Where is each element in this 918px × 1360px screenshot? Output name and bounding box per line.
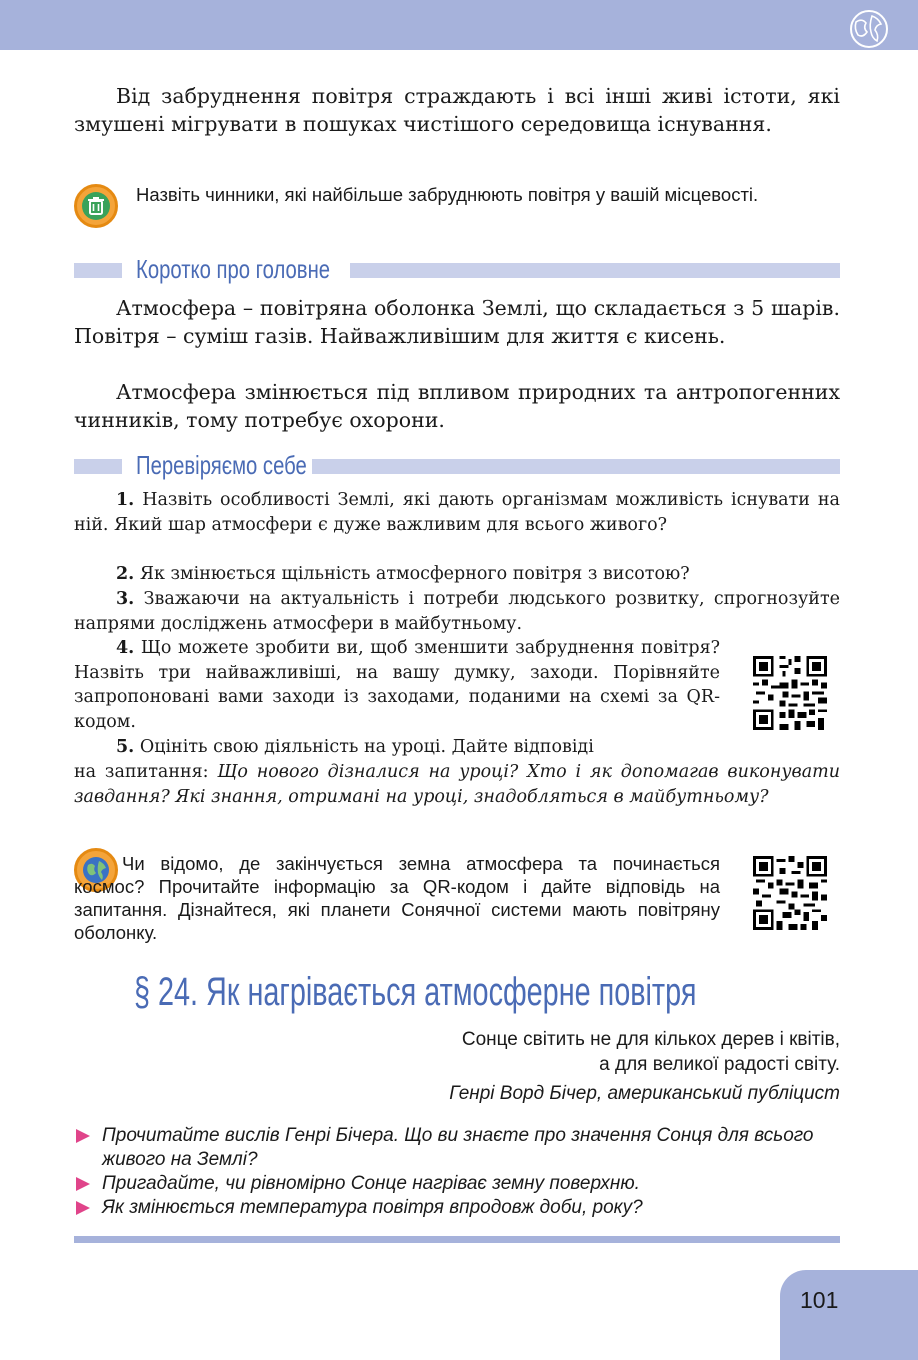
triangle-bullet-icon — [76, 1129, 90, 1143]
qr-code[interactable] — [753, 656, 827, 730]
epigraph-line-2: а для великої радості світу. — [599, 1054, 840, 1075]
task-atmosphere-boundary: Чи відомо, де закінчується земна атмосфера та починається космос? Прочитайте інформацію за QR-кодом і дайте відповідь на запитання. Дізнайтеся, які планети Сонячної системи мають повітряну оболонку. — [74, 853, 720, 943]
globe-icon — [848, 8, 890, 50]
page-number: 101 — [800, 1287, 839, 1313]
section-title: Перевіряємо себе — [136, 450, 307, 480]
epigraph-line-1: Сонце світить не для кількох дерев і квітів, — [461, 1029, 840, 1050]
task-pollution-sources: Назвіть чинники, які найбільше забруднюють повітря у вашій місцевості. — [136, 184, 759, 205]
summary-paragraph-2: Атмосфера змінюється під впливом природних та антропогенних чинників, тому потребує охорони. — [74, 380, 840, 432]
section-title: Коротко про головне — [136, 254, 331, 284]
triangle-bullet-icon — [76, 1177, 90, 1191]
list-item: Як змінюється температура повітря впродовж доби, року? — [74, 1196, 844, 1220]
list-item: Прочитайте вислів Генрі Бічера. Що ви знаєте про значення Сонця для всього живого на Землі? — [74, 1124, 844, 1172]
list-item: Пригадайте, чи рівномірно Сонце нагріває земну поверхню. — [74, 1172, 844, 1196]
epigraph-author: Генрі Ворд Бічер, американський публіцист — [449, 1083, 840, 1104]
summary-paragraph-1: Атмосфера – повітряна оболонка Землі, що складається з 5 шарів. Повітря – суміш газів. Найважливішим для життя є кисень. — [74, 296, 840, 348]
triangle-bullet-icon — [76, 1201, 90, 1215]
intro-paragraph: Від забруднення повітря страждають і всі інші живі істоти, які змушені мігрувати в пошуках чистішого середовища існування. — [74, 84, 840, 136]
section-header-summary — [74, 254, 840, 288]
divider — [74, 1236, 840, 1243]
top-band — [0, 0, 918, 50]
question-5-text: Оцініть свою діяльність на уроці. Дайте відповіді — [139, 737, 594, 757]
question-5: на запитання: Що нового дізналися на уроці? Хто і як допомагав виконувати завдання? Які знання, отримані на уроці, знадобляться в майбутньому? — [74, 762, 840, 807]
question-1: 1. Назвіть особливості Землі, які дають організмам можливість існувати на ній. Який шар атмосфери є дуже важливим для всього живого? — [74, 490, 840, 535]
question-5-line1: 5. Оцініть свою діяльність на уроці. Дайте відповіді — [116, 737, 594, 757]
paragraph-title: § 24. Як нагрівається атмосферне повітря — [134, 970, 697, 1014]
qr-code[interactable] — [753, 856, 827, 930]
question-4: 4. Що можете зробити ви, щоб зменшити забруднення повітря? Назвіть три найважливіші, на вашу думку, заходи. Порівняйте запропоновані вами заходи із заходами, поданими на схемі за QR-кодом. — [74, 638, 720, 732]
trash-icon — [74, 184, 118, 228]
page-tab — [780, 1270, 918, 1360]
prompt-list — [74, 1124, 844, 1220]
question-2: 2. Як змінюється щільність атмосферного повітря з висотою? — [116, 564, 690, 584]
section-header-check — [74, 450, 840, 484]
question-3: 3. Зважаючи на актуальність і потреби людського розвитку, спрогнозуйте напрями досліджень атмосфери в майбутньому. — [74, 589, 840, 634]
